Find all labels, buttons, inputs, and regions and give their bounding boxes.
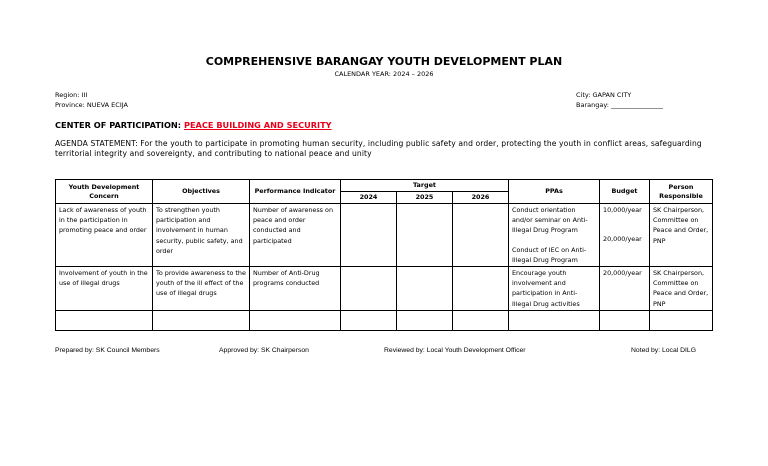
cell-indicator: Number of Anti-Drug programs conducted [250,267,341,311]
header-responsible: Person Responsible [650,180,713,204]
header-year-2026: 2026 [453,192,509,204]
calendar-year: CALENDAR YEAR: 2024 – 2026 [334,70,434,78]
cell-indicator: Number of awareness on peace and order conducted and participated [250,204,341,267]
prepared-by: Prepared by: SK Council Members [55,347,160,354]
cell-responsible: SK Chairperson, Committee on Peace and Order, PNP [650,204,713,267]
header-concern: Youth Development Concern [56,180,153,204]
city-label: City: GAPAN CITY [576,91,632,99]
cell-objectives: To strengthen youth participation and involvement in human security, public safety, and order [153,204,250,267]
cell-target-2026 [453,204,509,267]
approved-by: Approved by: SK Chairperson [219,347,309,354]
reviewed-by: Reviewed by: Local Youth Development Officer [384,347,526,354]
header-objectives: Objectives [153,180,250,204]
header-ppas: PPAs [509,180,600,204]
noted-by: Noted by: Local DILG [631,347,696,354]
document-title: COMPREHENSIVE BARANGAY YOUTH DEVELOPMENT PLAN [205,55,563,68]
cell-responsible: SK Chairperson, Committee on Peace and Order, PNP [650,267,713,311]
cell-objectives: To provide awareness to the youth of the ill effect of the use of illegal drugs [153,267,250,311]
cell-ppas [509,204,600,267]
cell-target-2026 [453,267,509,311]
cell-target-2025 [397,204,453,267]
cell-budget [600,204,650,267]
cell-target-2024 [341,267,397,311]
agenda-statement: AGENDA STATEMENT: For the youth to participate in promoting human security, including public safety and order, protecting the youth in conflict areas, safeguarding territorial integrity and sovereignty, and contributing to national peace and unity [55,139,702,158]
center-label: CENTER OF PARTICIPATION: [55,120,182,130]
header-indicator: Performance Indicator [250,180,341,204]
header-year-2025: 2025 [397,192,453,204]
province-label: Province: NUEVA ECIJA [55,101,128,109]
header-target: Target [341,180,509,192]
cell-concern: Involvement of youth in the use of illegal drugs [56,267,153,311]
cell-target-2025 [397,267,453,311]
center-value: PEACE BUILDING AND SECURITY [183,120,332,130]
plan-table [55,179,713,331]
header-budget: Budget [600,180,650,204]
budget-value: 10,000/year [603,206,642,214]
header-year-2024: 2024 [341,192,397,204]
table-row [56,267,713,311]
budget-value: 20,000/year [603,235,642,244]
barangay-label: Barangay: ________________ [576,101,663,109]
region-label: Region: III [55,91,88,99]
cell-ppas: Encourage youth involvement and participation in Anti-Illegal Drug activities [509,267,600,311]
table-row-empty [56,310,713,330]
cell-budget: 20,000/year [600,267,650,311]
ppa-item: Conduct of IEC on Anti-Illegal Drug Program [512,245,587,264]
table-row [56,204,713,267]
cell-target-2024 [341,204,397,267]
center-of-participation [55,120,332,130]
ppa-item: Conduct orientation and/or seminar on Anti-Illegal Drug Program [512,206,588,235]
cell-concern: Lack of awareness of youth in the participation in promoting peace and order [56,204,153,267]
